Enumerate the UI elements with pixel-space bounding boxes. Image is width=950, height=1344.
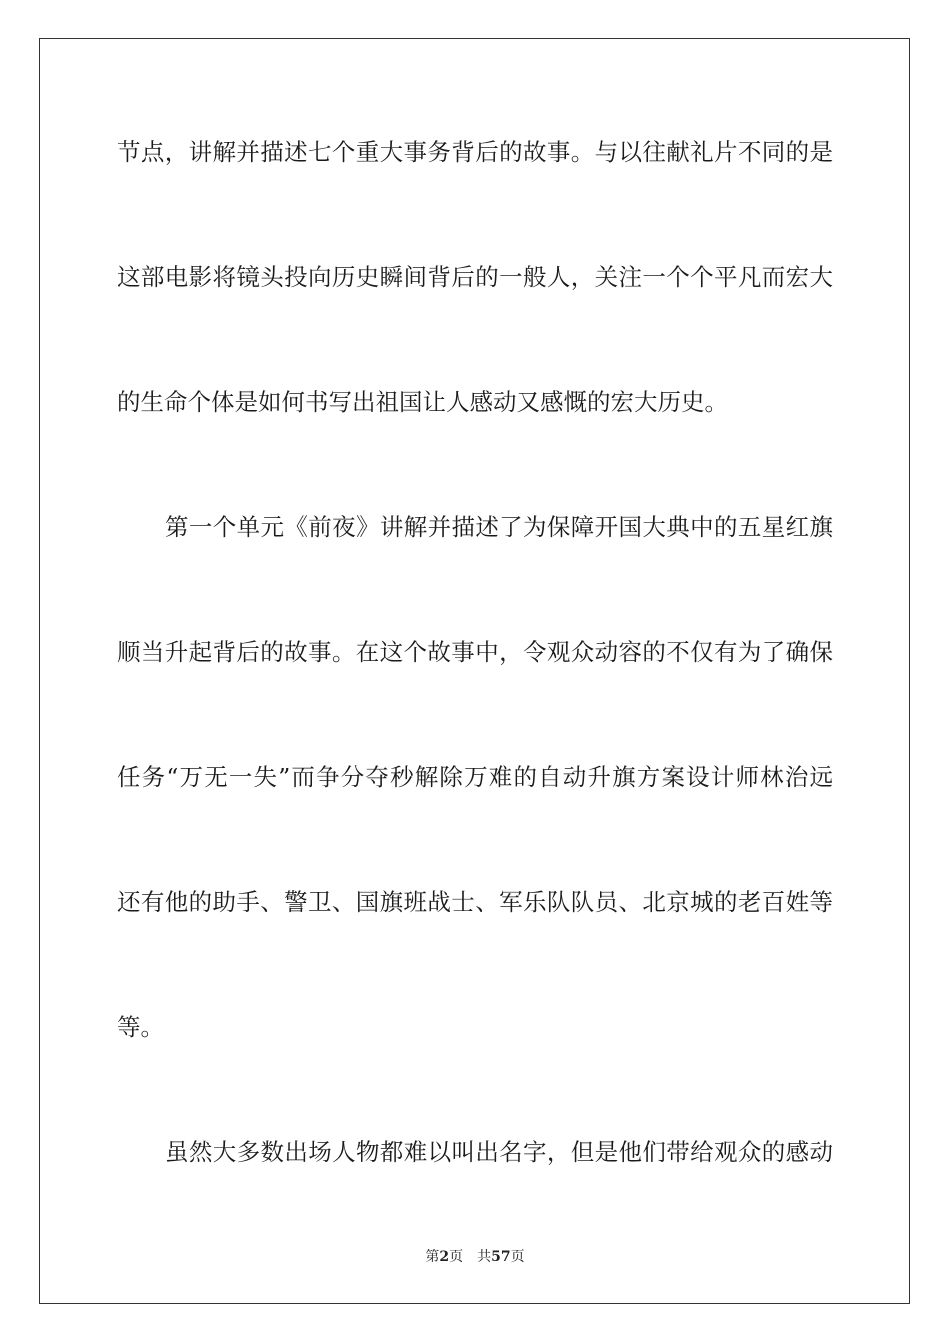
page-footer <box>0 1248 950 1266</box>
body-text-line: 的生命个体是如何书写出祖国让人感动又感慨的宏大历史。 <box>117 388 728 416</box>
paragraph-first-line: 虽然大多数出场人物都难以叫出名字，但是他们带给观众的感动 <box>165 1138 833 1166</box>
paragraph-first-line: 第一个单元《前夜》讲解并描述了为保障开国大典中的五星红旗 <box>165 513 833 541</box>
body-text-line: 节点，讲解并描述七个重大事务背后的故事。与以往献礼片不同的是 <box>117 138 833 166</box>
body-text-line: 等。 <box>117 1013 164 1041</box>
total-pages: 57 <box>491 1249 511 1265</box>
page-border <box>39 38 910 1304</box>
total-suffix: 页 <box>510 1249 525 1265</box>
page-prefix: 第 <box>425 1249 440 1265</box>
total-prefix: 共 <box>477 1249 492 1265</box>
body-text-line: 这部电影将镜头投向历史瞬间背后的一般人，关注一个个平凡而宏大 <box>117 263 833 291</box>
body-text-line: 还有他的助手、警卫、国旗班战士、军乐队队员、北京城的老百姓等 <box>117 888 833 916</box>
page-suffix: 页 <box>449 1249 464 1265</box>
body-text-line: 任务“万无一失”而争分夺秒解除万难的自动升旗方案设计师林治远 <box>117 763 833 791</box>
body-text-line: 顺当升起背后的故事。在这个故事中，令观众动容的不仅有为了确保 <box>117 638 833 666</box>
page-number: 2 <box>439 1249 450 1265</box>
